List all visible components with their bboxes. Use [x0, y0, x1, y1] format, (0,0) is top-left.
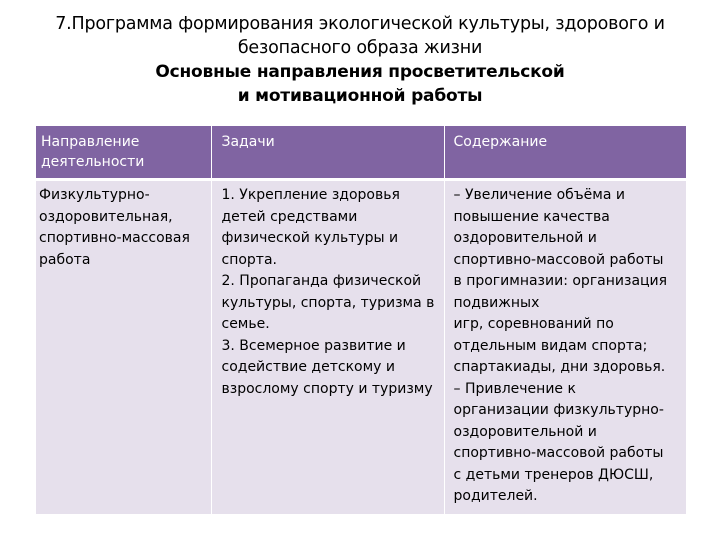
header-direction-line-1: Направление [41, 134, 140, 150]
slide-title [0, 12, 720, 108]
cell-line: в прогимназии: организация [453, 273, 668, 289]
header-content: Содержание [444, 126, 686, 180]
subtitle-line-2: и мотивационной работы [237, 86, 483, 106]
cell-line: спортивно-массовой работы [453, 251, 664, 268]
cell-line: детей средствами [221, 208, 358, 225]
cell-line: содействие детскому и [221, 359, 395, 375]
subtitle-line-1: Основные направления просветительской [155, 62, 565, 82]
title-line-2: безопасного образа жизни [237, 38, 483, 58]
cell-line: – Привлечение к [453, 380, 576, 397]
cell-content [444, 180, 686, 514]
header-tasks: Задачи [211, 126, 444, 180]
cell-line: спортивно-массовая [39, 230, 190, 246]
cell-direction [36, 180, 211, 514]
cell-line: оздоровительной и [453, 423, 597, 440]
cell-line: подвижных [453, 294, 540, 311]
table-header-row [36, 126, 686, 180]
cell-line: взрослому спорту и туризму [221, 380, 433, 397]
cell-line: родителей. [453, 488, 538, 504]
header-direction [36, 126, 211, 180]
cell-line: 1. Укрепление здоровья [221, 187, 400, 203]
header-direction-line-2: деятельности [41, 154, 145, 170]
cell-line: семье. [221, 316, 270, 332]
cell-line: – Увеличение объёма и [453, 187, 625, 203]
table-row [36, 180, 686, 514]
cell-line: физической культуры и [221, 230, 399, 246]
cell-line: спартакиады, дни здоровья. [453, 359, 666, 375]
cell-line: 3. Всемерное развитие и [221, 337, 406, 354]
cell-line: спорта. [221, 251, 277, 268]
cell-line: оздоровительная, [39, 208, 173, 225]
cell-line: организации физкультурно- [453, 402, 664, 418]
cell-tasks [211, 180, 444, 514]
cell-line: оздоровительной и [453, 230, 597, 246]
cell-line: с детьми тренеров ДЮСШ, [453, 466, 654, 483]
cell-line: отдельным видам спорта; [453, 337, 648, 354]
cell-line: 2. Пропаганда физической [221, 273, 422, 289]
cell-line: культуры, спорта, туризма в [221, 294, 435, 311]
title-line-1: 7.Программа формирования экологической культуры, здорового и [55, 14, 665, 34]
directions-table [36, 126, 686, 514]
cell-line: работа [39, 251, 91, 268]
cell-line: повышение качества [453, 208, 610, 225]
cell-line: спортивно-массовой работы [453, 445, 664, 461]
cell-line: Физкультурно- [39, 187, 150, 203]
cell-line: игр, соревнований по [453, 316, 614, 332]
